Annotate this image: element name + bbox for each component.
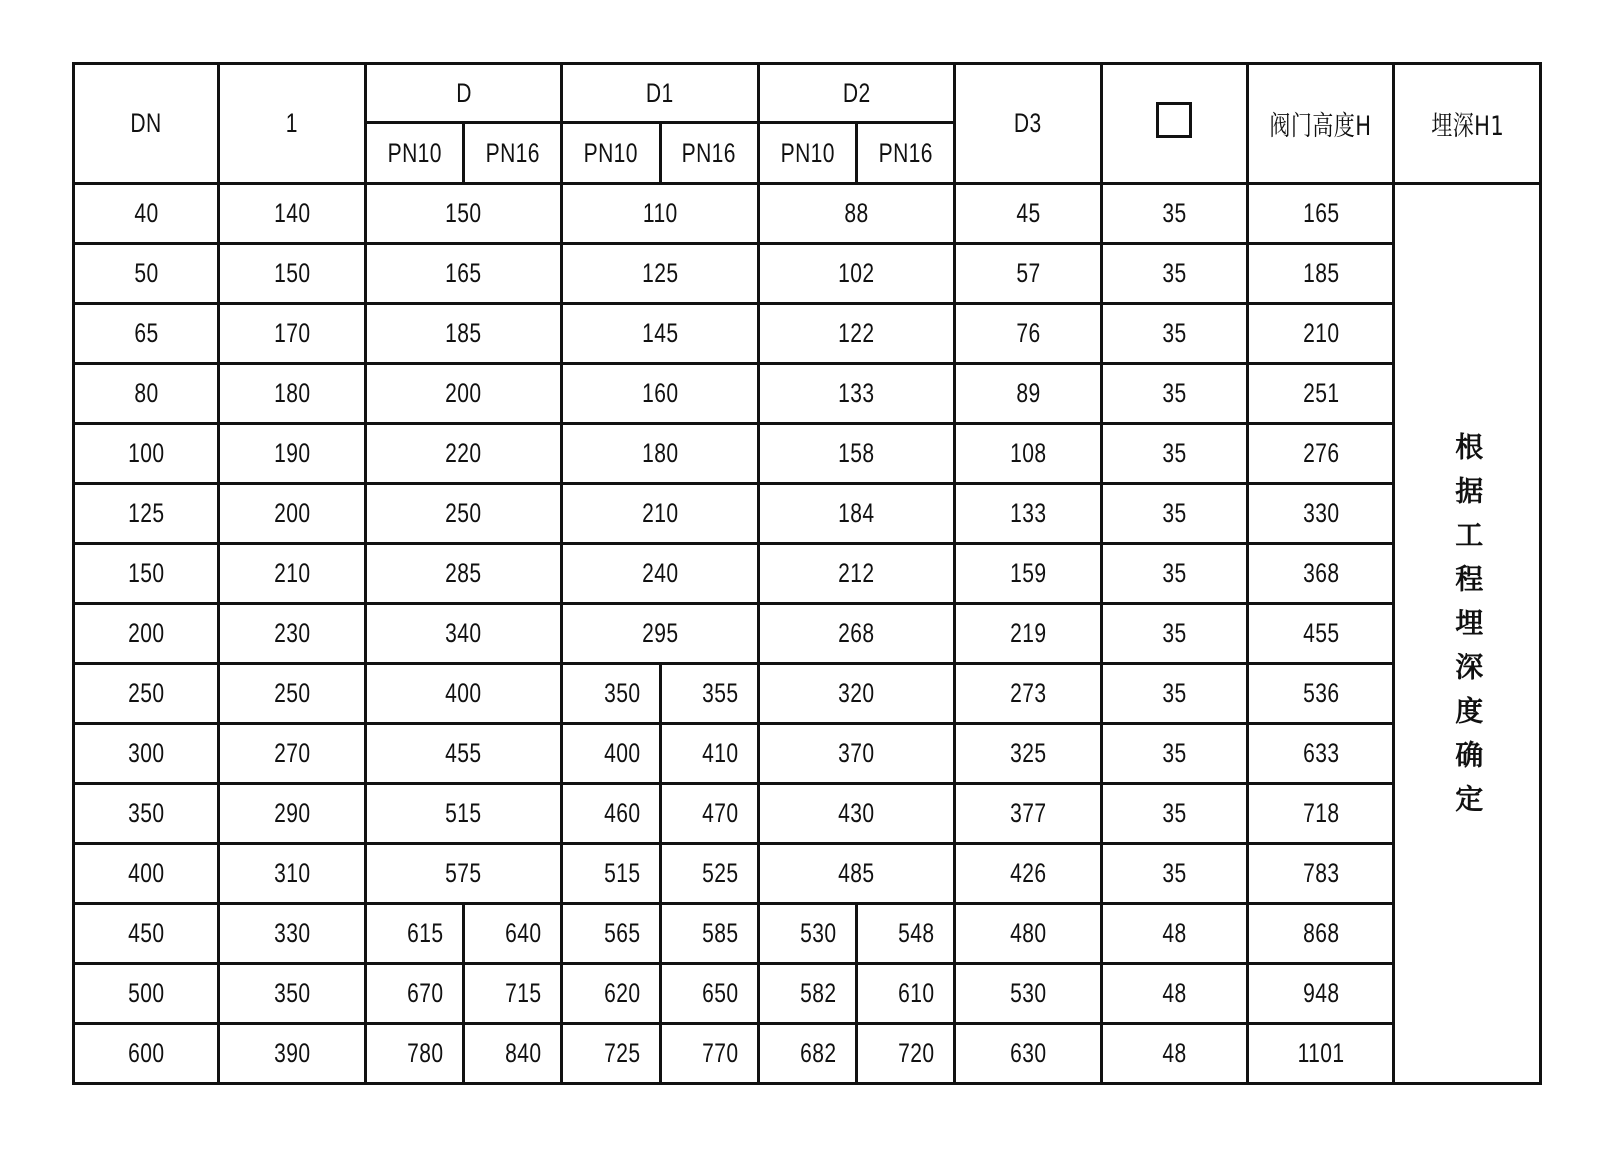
- cell-h: 276: [1248, 424, 1394, 484]
- valve-dimension-table: [72, 62, 1542, 1085]
- cell-l: 150: [219, 244, 365, 304]
- table-row: [74, 844, 1541, 904]
- table-row: [74, 184, 1541, 244]
- cell-d3: 630: [955, 1024, 1101, 1084]
- cell-l: 180: [219, 364, 365, 424]
- burial-depth-note: 根据工程埋深度确定: [1394, 184, 1541, 1084]
- header-d1: D1: [562, 64, 759, 123]
- cell-d1: 210: [562, 484, 759, 544]
- header-d2-pn10: PN10: [758, 123, 856, 184]
- cell-d1-pn16: 770: [660, 1024, 758, 1084]
- cell-d3: 57: [955, 244, 1101, 304]
- cell-h: 210: [1248, 304, 1394, 364]
- cell-sq: 48: [1101, 904, 1247, 964]
- header-d: D: [365, 64, 562, 123]
- cell-d: 400: [365, 664, 562, 724]
- cell-h: 368: [1248, 544, 1394, 604]
- cell-d-pn10: 615: [365, 904, 463, 964]
- cell-dn: 600: [74, 1024, 219, 1084]
- cell-h: 1101: [1248, 1024, 1394, 1084]
- cell-d3: 273: [955, 664, 1101, 724]
- cell-d2-pn10: 530: [758, 904, 856, 964]
- cell-l: 250: [219, 664, 365, 724]
- cell-d2: 102: [758, 244, 955, 304]
- cell-d-pn16: 840: [464, 1024, 562, 1084]
- cell-l: 350: [219, 964, 365, 1024]
- cell-d1: 125: [562, 244, 759, 304]
- cell-h: 868: [1248, 904, 1394, 964]
- table-row: [74, 784, 1541, 844]
- cell-d2: 88: [758, 184, 955, 244]
- cell-d2: 133: [758, 364, 955, 424]
- cell-h: 165: [1248, 184, 1394, 244]
- cell-sq: 35: [1101, 544, 1247, 604]
- header-d1-pn16: PN16: [660, 123, 758, 184]
- cell-dn: 50: [74, 244, 219, 304]
- cell-d3: 76: [955, 304, 1101, 364]
- cell-l: 290: [219, 784, 365, 844]
- cell-d1-pn16: 410: [660, 724, 758, 784]
- table-row: [74, 364, 1541, 424]
- cell-sq: 35: [1101, 844, 1247, 904]
- cell-d1-pn16: 470: [660, 784, 758, 844]
- cell-sq: 35: [1101, 304, 1247, 364]
- cell-d3: 219: [955, 604, 1101, 664]
- table-row: [74, 544, 1541, 604]
- table-row: [74, 904, 1541, 964]
- cell-l: 390: [219, 1024, 365, 1084]
- cell-d: 515: [365, 784, 562, 844]
- cell-d2-pn10: 682: [758, 1024, 856, 1084]
- header-d1-pn10: PN10: [562, 123, 660, 184]
- cell-d: 575: [365, 844, 562, 904]
- cell-d3: 325: [955, 724, 1101, 784]
- cell-l: 200: [219, 484, 365, 544]
- cell-d-pn16: 640: [464, 904, 562, 964]
- header-d-pn10: PN10: [365, 123, 463, 184]
- cell-dn: 300: [74, 724, 219, 784]
- cell-l: 310: [219, 844, 365, 904]
- cell-d2: 370: [758, 724, 955, 784]
- cell-l: 140: [219, 184, 365, 244]
- cell-dn: 350: [74, 784, 219, 844]
- cell-d1-pn10: 620: [562, 964, 660, 1024]
- cell-d2: 268: [758, 604, 955, 664]
- cell-l: 170: [219, 304, 365, 364]
- header-length: 1: [219, 64, 365, 184]
- cell-d1-pn16: 585: [660, 904, 758, 964]
- cell-sq: 48: [1101, 1024, 1247, 1084]
- table-row: [74, 604, 1541, 664]
- header-d2: D2: [758, 64, 955, 123]
- cell-d-pn10: 780: [365, 1024, 463, 1084]
- cell-d: 185: [365, 304, 562, 364]
- cell-d: 250: [365, 484, 562, 544]
- square-symbol-icon: [1156, 102, 1192, 138]
- cell-d1-pn16: 525: [660, 844, 758, 904]
- cell-sq: 35: [1101, 484, 1247, 544]
- cell-sq: 35: [1101, 424, 1247, 484]
- cell-dn: 65: [74, 304, 219, 364]
- cell-d1-pn10: 460: [562, 784, 660, 844]
- cell-d: 165: [365, 244, 562, 304]
- cell-sq: 35: [1101, 664, 1247, 724]
- cell-h: 185: [1248, 244, 1394, 304]
- cell-d2-pn10: 582: [758, 964, 856, 1024]
- cell-dn: 250: [74, 664, 219, 724]
- cell-dn: 125: [74, 484, 219, 544]
- cell-d1-pn16: 650: [660, 964, 758, 1024]
- cell-d3: 426: [955, 844, 1101, 904]
- cell-dn: 80: [74, 364, 219, 424]
- cell-sq: 35: [1101, 244, 1247, 304]
- cell-sq: 35: [1101, 724, 1247, 784]
- table-row: [74, 424, 1541, 484]
- cell-l: 230: [219, 604, 365, 664]
- cell-d: 200: [365, 364, 562, 424]
- cell-dn: 450: [74, 904, 219, 964]
- cell-dn: 40: [74, 184, 219, 244]
- cell-d3: 377: [955, 784, 1101, 844]
- cell-d2: 485: [758, 844, 955, 904]
- cell-d1-pn10: 565: [562, 904, 660, 964]
- cell-h: 783: [1248, 844, 1394, 904]
- cell-dn: 150: [74, 544, 219, 604]
- cell-l: 190: [219, 424, 365, 484]
- cell-d1: 110: [562, 184, 759, 244]
- cell-d1-pn10: 400: [562, 724, 660, 784]
- cell-h: 718: [1248, 784, 1394, 844]
- cell-d2: 184: [758, 484, 955, 544]
- cell-dn: 100: [74, 424, 219, 484]
- cell-d3: 133: [955, 484, 1101, 544]
- cell-d2: 212: [758, 544, 955, 604]
- cell-d: 150: [365, 184, 562, 244]
- table-row: [74, 484, 1541, 544]
- header-dn: DN: [74, 64, 219, 184]
- cell-h: 455: [1248, 604, 1394, 664]
- cell-d1-pn10: 350: [562, 664, 660, 724]
- cell-d1-pn10: 515: [562, 844, 660, 904]
- header-valve-height: 阀门高度H: [1248, 64, 1394, 184]
- cell-h: 633: [1248, 724, 1394, 784]
- table-row: [74, 724, 1541, 784]
- cell-d-pn10: 670: [365, 964, 463, 1024]
- cell-dn: 200: [74, 604, 219, 664]
- cell-dn: 500: [74, 964, 219, 1024]
- cell-h: 251: [1248, 364, 1394, 424]
- cell-sq: 48: [1101, 964, 1247, 1024]
- cell-d1-pn10: 725: [562, 1024, 660, 1084]
- header-d-pn16: PN16: [464, 123, 562, 184]
- cell-sq: 35: [1101, 184, 1247, 244]
- cell-h: 948: [1248, 964, 1394, 1024]
- cell-sq: 35: [1101, 604, 1247, 664]
- table-row: [74, 664, 1541, 724]
- cell-d2: 430: [758, 784, 955, 844]
- cell-d: 220: [365, 424, 562, 484]
- cell-sq: 35: [1101, 364, 1247, 424]
- cell-d3: 480: [955, 904, 1101, 964]
- header-d2-pn16: PN16: [857, 123, 955, 184]
- header-d3: D3: [955, 64, 1101, 184]
- cell-d1: 145: [562, 304, 759, 364]
- cell-dn: 400: [74, 844, 219, 904]
- cell-d1: 180: [562, 424, 759, 484]
- cell-l: 270: [219, 724, 365, 784]
- cell-h: 536: [1248, 664, 1394, 724]
- header-burial-depth: 埋深H1: [1394, 64, 1541, 184]
- cell-d3: 159: [955, 544, 1101, 604]
- cell-d: 285: [365, 544, 562, 604]
- table-row: [74, 964, 1541, 1024]
- table-row: [74, 244, 1541, 304]
- cell-d3: 530: [955, 964, 1101, 1024]
- cell-d1: 240: [562, 544, 759, 604]
- cell-l: 330: [219, 904, 365, 964]
- cell-d2: 320: [758, 664, 955, 724]
- cell-d1: 295: [562, 604, 759, 664]
- cell-d2-pn16: 610: [857, 964, 955, 1024]
- table-row: [74, 304, 1541, 364]
- header-row-1: [74, 64, 1541, 123]
- cell-d-pn16: 715: [464, 964, 562, 1024]
- cell-h: 330: [1248, 484, 1394, 544]
- cell-d1-pn16: 355: [660, 664, 758, 724]
- cell-d2: 122: [758, 304, 955, 364]
- cell-d1: 160: [562, 364, 759, 424]
- cell-d2-pn16: 548: [857, 904, 955, 964]
- cell-sq: 35: [1101, 784, 1247, 844]
- header-square: [1101, 64, 1247, 184]
- cell-d3: 108: [955, 424, 1101, 484]
- cell-l: 210: [219, 544, 365, 604]
- cell-d2: 158: [758, 424, 955, 484]
- cell-d: 455: [365, 724, 562, 784]
- cell-d2-pn16: 720: [857, 1024, 955, 1084]
- cell-d3: 45: [955, 184, 1101, 244]
- cell-d3: 89: [955, 364, 1101, 424]
- cell-d: 340: [365, 604, 562, 664]
- table-row: [74, 1024, 1541, 1084]
